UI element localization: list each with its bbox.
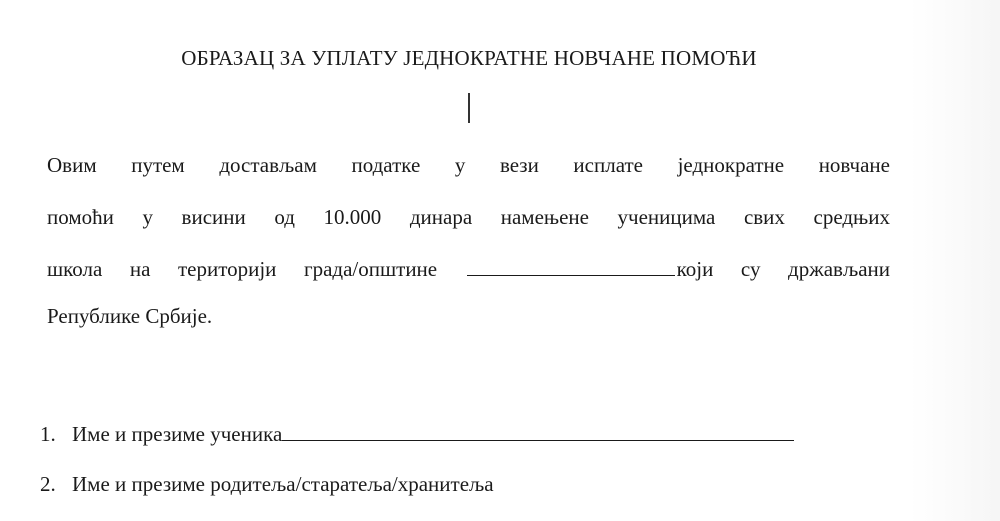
document-title: ОБРАЗАЦ ЗА УПЛАТУ ЈЕДНОКРАТНЕ НОВЧАНЕ ПОМОЋИ xyxy=(181,46,757,70)
text-cursor xyxy=(468,93,470,123)
paragraph-line-4: Републике Србије. xyxy=(47,304,213,328)
paragraph-line-2: помоћи у висини од 10.000 динара намењене ученицима свих средњих xyxy=(47,205,890,229)
list-item-number: 2. xyxy=(40,472,56,496)
paragraph-line-1: Овим путем достављам податке у вези исплате једнократне новчане xyxy=(47,153,890,177)
municipality-blank-field[interactable] xyxy=(467,257,675,276)
list-item-label: Име и презиме ученика xyxy=(72,422,283,446)
list-item-number: 1. xyxy=(40,422,56,446)
list-item-parent-name xyxy=(40,472,494,497)
list-item-student-name xyxy=(40,422,794,447)
paragraph-line-3 xyxy=(47,257,890,282)
student-name-blank-field[interactable] xyxy=(282,422,794,441)
paragraph-line-3-end: који су држављани xyxy=(676,257,891,281)
paragraph-line-3-start: школа на територији града/општине xyxy=(47,257,438,281)
page-edge-shade xyxy=(910,0,1000,521)
list-item-label: Име и презиме родитеља/старатеља/хранитеља xyxy=(72,472,494,496)
